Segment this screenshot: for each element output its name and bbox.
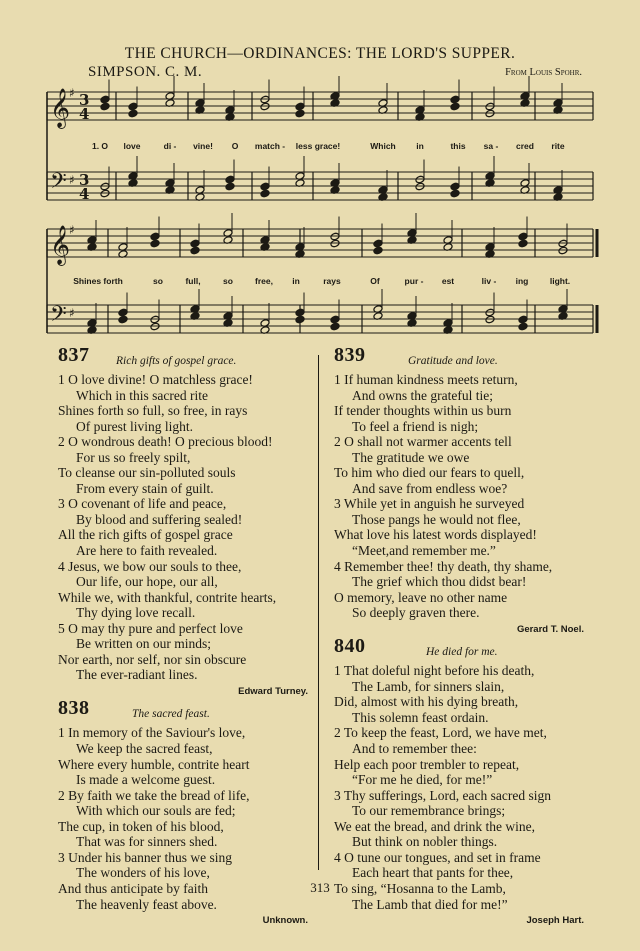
hymn-number: 840 bbox=[334, 635, 366, 658]
note-head bbox=[128, 102, 138, 111]
lyric-syllable: rays bbox=[323, 276, 341, 286]
lyric-syllable: light. bbox=[549, 276, 571, 286]
note-head bbox=[518, 232, 528, 241]
note-head bbox=[260, 95, 270, 104]
hymn-839 bbox=[334, 344, 584, 637]
time-signature-bottom: 4 bbox=[79, 185, 90, 203]
note-head bbox=[118, 315, 128, 324]
hymn-line: “Meet,and remember me.” bbox=[352, 543, 496, 559]
hymn-line: 1 O love divine! O matchless grace! bbox=[58, 372, 253, 387]
hymn-header bbox=[58, 697, 308, 725]
hymn-line: “For me he died, for me!” bbox=[352, 772, 493, 788]
hymn-line: 3 Under his banner thus we sing bbox=[58, 849, 232, 865]
hymn-line: The Lamb, for sinners slain, bbox=[352, 678, 505, 694]
lyric-syllable: less grace! bbox=[295, 141, 341, 151]
hymn-line: Where every humble, contrite heart bbox=[58, 756, 250, 772]
lyric-syllable: vine! bbox=[193, 141, 213, 151]
hymn-line: If tender thoughts within us burn bbox=[334, 403, 512, 419]
hymn-line: To our remembrance brings; bbox=[352, 803, 506, 819]
hymn-line: Thy dying love recall. bbox=[76, 605, 196, 621]
hymn-line: Is made a welcome guest. bbox=[76, 772, 216, 788]
bass-clef-icon: 𝄢 bbox=[50, 302, 67, 332]
note-head bbox=[260, 182, 270, 191]
hymn-line: 3 Thy sufferings, Lord, each sacred sign bbox=[334, 787, 551, 803]
hymn-author: Joseph Hart. bbox=[526, 915, 584, 927]
hymn-number: 839 bbox=[334, 344, 366, 366]
hymn-line: The Lamb that died for me!” bbox=[352, 896, 508, 912]
hymn-line: O memory, leave no other name bbox=[334, 589, 508, 605]
lyric-syllable: di - bbox=[163, 141, 177, 151]
hymn-line: And thus anticipate by faith bbox=[58, 880, 208, 896]
hymn-line: 4 Jesus, we bow our souls to thee, bbox=[58, 558, 242, 574]
lyric-syllable: pur - bbox=[404, 276, 424, 286]
hymn-line: And save from endless woe? bbox=[352, 480, 508, 496]
note-head bbox=[330, 315, 340, 324]
hymn-line: Did, almost with his dying breath, bbox=[334, 694, 519, 710]
hymn-line: To him who died our fears to quell, bbox=[334, 465, 525, 481]
lyric-syllable: sa - bbox=[483, 141, 499, 151]
note-head bbox=[450, 182, 460, 191]
right-column bbox=[334, 344, 584, 935]
hymn-line: Those pangs he would not flee, bbox=[352, 511, 521, 527]
treble-clef-icon: 𝄞 bbox=[50, 225, 71, 265]
note-head bbox=[260, 102, 270, 111]
hymn-line: 2 To keep the feast, Lord, we have met, bbox=[334, 725, 547, 741]
time-signature-top: 3 bbox=[79, 171, 90, 189]
hymn-837 bbox=[58, 344, 308, 699]
hymn-line: We keep the sacred feast, bbox=[76, 741, 213, 757]
sharp-icon: ♯ bbox=[69, 223, 75, 237]
note-head bbox=[485, 102, 495, 111]
hymn-line: Shines forth so full, so free, in rays bbox=[58, 403, 248, 419]
hymn-line: 2 O wondrous death! O precious blood! bbox=[58, 434, 273, 450]
hymn-line: By blood and suffering sealed! bbox=[76, 511, 243, 527]
hymn-line: But think on nobler things. bbox=[352, 834, 498, 850]
lyric-syllable: in bbox=[292, 276, 300, 286]
note-head bbox=[518, 315, 528, 324]
lyric-syllable: this bbox=[450, 141, 466, 151]
hymn-title: Rich gifts of gospel grace. bbox=[116, 355, 237, 367]
bass-clef-icon: 𝄢 bbox=[50, 169, 67, 199]
hymn-line: This solemn feast ordain. bbox=[352, 709, 489, 725]
note-head bbox=[128, 109, 138, 118]
note-head bbox=[150, 239, 160, 248]
note-head bbox=[225, 175, 235, 184]
hymn-line: All the rich gifts of gospel grace bbox=[58, 527, 233, 543]
treble-clef-icon: 𝄞 bbox=[50, 88, 71, 128]
hymn-title: He died for me. bbox=[426, 646, 498, 659]
lyric-syllable: so bbox=[153, 276, 163, 286]
hymn-line: To cleanse our sin-polluted souls bbox=[58, 465, 236, 481]
note-head bbox=[190, 246, 200, 255]
note-head bbox=[373, 246, 383, 255]
hymn-author: Gerard T. Noel. bbox=[516, 623, 584, 635]
note-head bbox=[485, 109, 495, 118]
hymn-line: 1 If human kindness meets return, bbox=[334, 372, 518, 387]
note-head bbox=[450, 95, 460, 104]
hymn-author: Unknown. bbox=[262, 915, 308, 927]
hymn-line: The gratitude we owe bbox=[352, 449, 470, 465]
hymn-line: And owns the grateful tie; bbox=[352, 387, 493, 403]
hymn-line: Which in this sacred rite bbox=[76, 387, 208, 403]
lyrics-line-2 bbox=[0, 276, 640, 288]
lyric-syllable: Shines forth bbox=[73, 276, 123, 286]
note-head bbox=[295, 109, 305, 118]
hymn-line: The heavenly feast above. bbox=[76, 896, 217, 912]
sharp-icon: ♯ bbox=[69, 173, 75, 187]
note-head bbox=[260, 189, 270, 198]
hymn-line: To feel a friend is nigh; bbox=[352, 418, 479, 434]
hymn-line: Nor earth, nor self, nor sin obscure bbox=[58, 651, 247, 667]
hymn-line: Each heart that pants for thee, bbox=[352, 865, 514, 881]
lyric-syllable: love bbox=[123, 141, 141, 151]
note-head bbox=[295, 102, 305, 111]
hymn-header bbox=[334, 635, 584, 663]
lyric-syllable: Of bbox=[370, 276, 380, 286]
section-title: THE CHURCH—ORDINANCES: THE LORD'S SUPPER. bbox=[124, 45, 516, 62]
hymn-line: Of purest living light. bbox=[76, 418, 193, 434]
note-head bbox=[190, 239, 200, 248]
music-score bbox=[0, 0, 640, 360]
tune-name: SIMPSON. C. M. bbox=[88, 64, 203, 80]
note-head bbox=[150, 232, 160, 241]
hymn-line: 1 In memory of the Saviour's love, bbox=[58, 725, 246, 741]
lyric-syllable: cred bbox=[516, 141, 534, 151]
page-number: 313 bbox=[310, 880, 330, 895]
lyrics-line-1 bbox=[0, 141, 640, 153]
hymn-author: Edward Turney. bbox=[238, 685, 308, 697]
hymn-line: 2 By faith we take the bread of life, bbox=[58, 787, 250, 803]
sharp-icon: ♯ bbox=[69, 86, 75, 100]
lyric-syllable: free, bbox=[255, 276, 273, 286]
note-head bbox=[518, 239, 528, 248]
lyric-syllable: in bbox=[416, 141, 424, 151]
note-head bbox=[373, 239, 383, 248]
lyric-syllable: full, bbox=[185, 276, 201, 286]
lyric-syllable: match - bbox=[254, 141, 286, 151]
hymn-line: To sing, “Hosanna to the Lamb, bbox=[334, 880, 506, 896]
hymn-title: Gratitude and love. bbox=[408, 355, 498, 367]
hymn-line: What love his latest words displayed! bbox=[334, 527, 537, 543]
time-signature-top: 3 bbox=[79, 91, 90, 109]
note-head bbox=[450, 102, 460, 111]
note-head bbox=[100, 95, 110, 104]
hymn-line: For us so freely spilt, bbox=[76, 449, 191, 465]
hymn-line: While we, with thankful, contrite hearts, bbox=[58, 589, 277, 605]
lyric-syllable: rite bbox=[551, 141, 565, 151]
hymn-line: 1 That doleful night before his death, bbox=[334, 663, 535, 679]
hymn-line: The ever-radiant lines. bbox=[76, 667, 198, 683]
hymn-line: The grief which thou didst bear! bbox=[352, 574, 527, 590]
note-head bbox=[330, 322, 340, 331]
hymn-line: 4 O tune our tongues, and set in frame bbox=[334, 849, 541, 865]
hymn-line: And to remember thee: bbox=[352, 741, 477, 757]
lyric-syllable: 1. O bbox=[91, 141, 109, 151]
hymn-header bbox=[334, 344, 584, 372]
note-head bbox=[295, 308, 305, 317]
hymn-line: With which our souls are fed; bbox=[76, 803, 236, 819]
lyric-syllable: so bbox=[223, 276, 233, 286]
left-column bbox=[58, 344, 308, 935]
time-signature-bottom: 4 bbox=[79, 105, 90, 123]
hymn-line: 5 O may thy pure and perfect love bbox=[58, 620, 243, 636]
note-head bbox=[118, 308, 128, 317]
note-head bbox=[100, 102, 110, 111]
hymn-line: 4 Remember thee! thy death, thy shame, bbox=[334, 558, 553, 574]
hymn-line: 3 O covenant of life and peace, bbox=[58, 496, 227, 512]
hymn-title: The sacred feast. bbox=[132, 708, 210, 721]
hymn-line: The wonders of his love, bbox=[76, 865, 210, 881]
hymn-header bbox=[58, 344, 308, 372]
sharp-icon: ♯ bbox=[69, 306, 75, 320]
lyric-syllable: ing bbox=[515, 276, 529, 286]
tune-source: From Louis Spohr. bbox=[505, 67, 582, 78]
lyric-syllable: Which bbox=[370, 141, 396, 151]
hymn-line: Our life, our hope, our all, bbox=[76, 574, 218, 590]
hymn-line: 3 While yet in anguish he surveyed bbox=[334, 496, 525, 512]
lyric-syllable: liv - bbox=[481, 276, 497, 286]
hymn-line: That was for sinners shed. bbox=[76, 834, 218, 850]
hymn-line: We eat the bread, and drink the wine, bbox=[334, 818, 535, 834]
hymn-line: The cup, in token of his blood, bbox=[58, 818, 224, 834]
hymn-line: Are here to faith revealed. bbox=[76, 543, 218, 559]
note-head bbox=[225, 182, 235, 191]
hymn-number: 838 bbox=[58, 697, 90, 720]
note-head bbox=[518, 322, 528, 331]
note-head bbox=[450, 189, 460, 198]
hymn-line: From every stain of guilt. bbox=[76, 480, 214, 496]
hymn-line: 2 O shall not warmer accents tell bbox=[334, 434, 512, 450]
lyric-syllable: O bbox=[231, 141, 239, 151]
note-head bbox=[295, 315, 305, 324]
hymn-number: 837 bbox=[58, 344, 90, 366]
hymn-line: Be written on our minds; bbox=[76, 636, 211, 652]
lyric-syllable: est bbox=[441, 276, 455, 286]
column-divider bbox=[318, 355, 319, 870]
hymn-line: Help each poor trembler to repeat, bbox=[334, 756, 520, 772]
hymn-line: So deeply graven there. bbox=[352, 605, 480, 621]
